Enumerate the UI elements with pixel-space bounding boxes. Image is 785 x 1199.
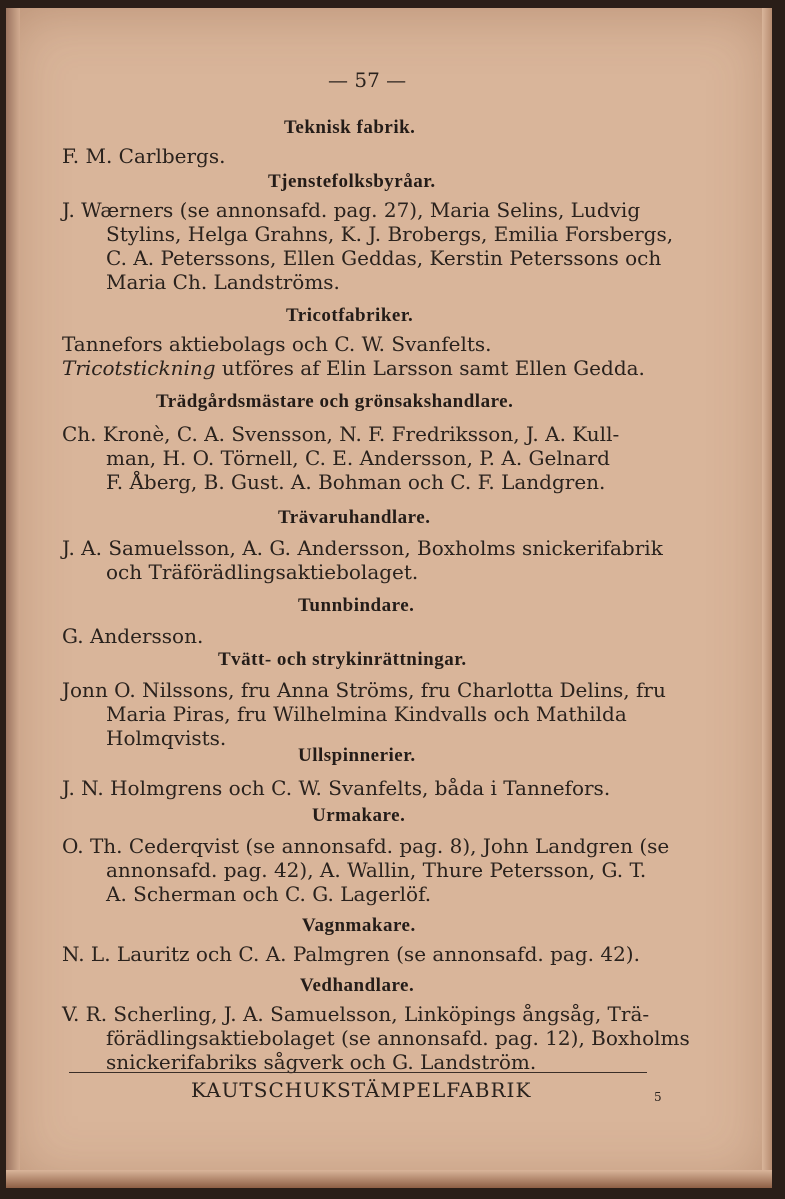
entry-line: N. L. Lauritz och C. A. Palmgren (se annonsafd. pag. 42). — [62, 942, 640, 966]
section-heading-tricotfabriker: Tricotfabriker. — [286, 305, 414, 326]
section-heading-tjenstefolksbyraar: Tjenstefolksbyråar. — [268, 171, 436, 192]
entry-line: V. R. Scherling, J. A. Samuelsson, Linköpings ångsåg, Trä- — [62, 1002, 650, 1026]
entry-line: O. Th. Cederqvist (se annonsafd. pag. 8), John Landgren (se — [62, 834, 670, 858]
italic-lead: Tricotstickning — [62, 356, 216, 380]
entry-line: och Träförädlingsaktiebolaget. — [106, 560, 419, 584]
section-heading-teknisk-fabrik: Teknisk fabrik. — [284, 117, 416, 138]
entry-line: man, H. O. Törnell, C. E. Andersson, P. A. Gelnard — [106, 446, 610, 470]
entry-line: J. Wærners (se annonsafd. pag. 27), Maria Selins, Ludvig — [62, 198, 641, 222]
section-heading-tradgardsmastare: Trädgårdsmästare och grönsakshandlare. — [156, 391, 514, 412]
signature-mark: 5 — [654, 1090, 662, 1104]
entry-line: F. M. Carlbergs. — [62, 144, 226, 168]
entry-line: snickerifabriks sågverk och G. Landström. — [106, 1050, 537, 1074]
section-heading-vedhandlare: Vedhandlare. — [300, 975, 415, 996]
section-heading-urmakare: Urmakare. — [312, 805, 406, 826]
footer-text: KAUTSCHUKSTÄMPELFABRIK — [191, 1078, 532, 1102]
entry-line: J. A. Samuelsson, A. G. Andersson, Boxholms snickerifabrik — [62, 536, 663, 560]
entry-line: Holmqvists. — [106, 726, 227, 750]
entry-line: Maria Ch. Landströms. — [106, 270, 340, 294]
entry-line: J. N. Holmgrens och C. W. Svanfelts, båda i Tannefors. — [62, 776, 611, 800]
entry-line: Stylins, Helga Grahns, K. J. Brobergs, Emilia Forsbergs, — [106, 222, 674, 246]
entry-line: Maria Piras, fru Wilhelmina Kindvalls och Mathilda — [106, 702, 627, 726]
page-edge — [762, 8, 772, 1188]
section-heading-tunnbindare: Tunnbindare. — [298, 595, 415, 616]
entry-line: förädlingsaktiebolaget (se annonsafd. pag. 12), Boxholms — [106, 1026, 690, 1050]
entry-line: A. Scherman och C. G. Lagerlöf. — [106, 882, 432, 906]
section-heading-tvatt: Tvätt- och strykinrättningar. — [218, 649, 467, 670]
entry-line: Jonn O. Nilssons, fru Anna Ströms, fru Charlotta Delins, fru — [62, 678, 666, 702]
page-number: — 57 — — [328, 68, 407, 92]
entry-line: Ch. Kronè, C. A. Svensson, N. F. Fredriksson, J. A. Kull- — [62, 422, 620, 446]
section-heading-travaruhandlare: Trävaruhandlare. — [278, 507, 431, 528]
page-bottom-edge — [6, 1170, 772, 1188]
section-heading-ullspinnerier: Ullspinnerier. — [298, 745, 416, 766]
page-spine — [6, 8, 20, 1188]
entry-line: G. Andersson. — [62, 624, 204, 648]
entry-line: annonsafd. pag. 42), A. Wallin, Thure Petersson, G. T. — [106, 858, 647, 882]
entry-line: F. Åberg, B. Gust. A. Bohman och C. F. Landgren. — [106, 470, 606, 494]
entry-line: C. A. Peterssons, Ellen Geddas, Kerstin Peterssons och — [106, 246, 662, 270]
section-heading-vagnmakare: Vagnmakare. — [302, 915, 416, 936]
book-page — [6, 8, 772, 1188]
entry-line — [62, 356, 645, 380]
footer-rule — [69, 1072, 647, 1073]
entry-line: Tannefors aktiebolags och C. W. Svanfelts. — [62, 332, 492, 356]
entry-line-rest: utföres af Elin Larsson samt Ellen Gedda. — [221, 356, 645, 380]
